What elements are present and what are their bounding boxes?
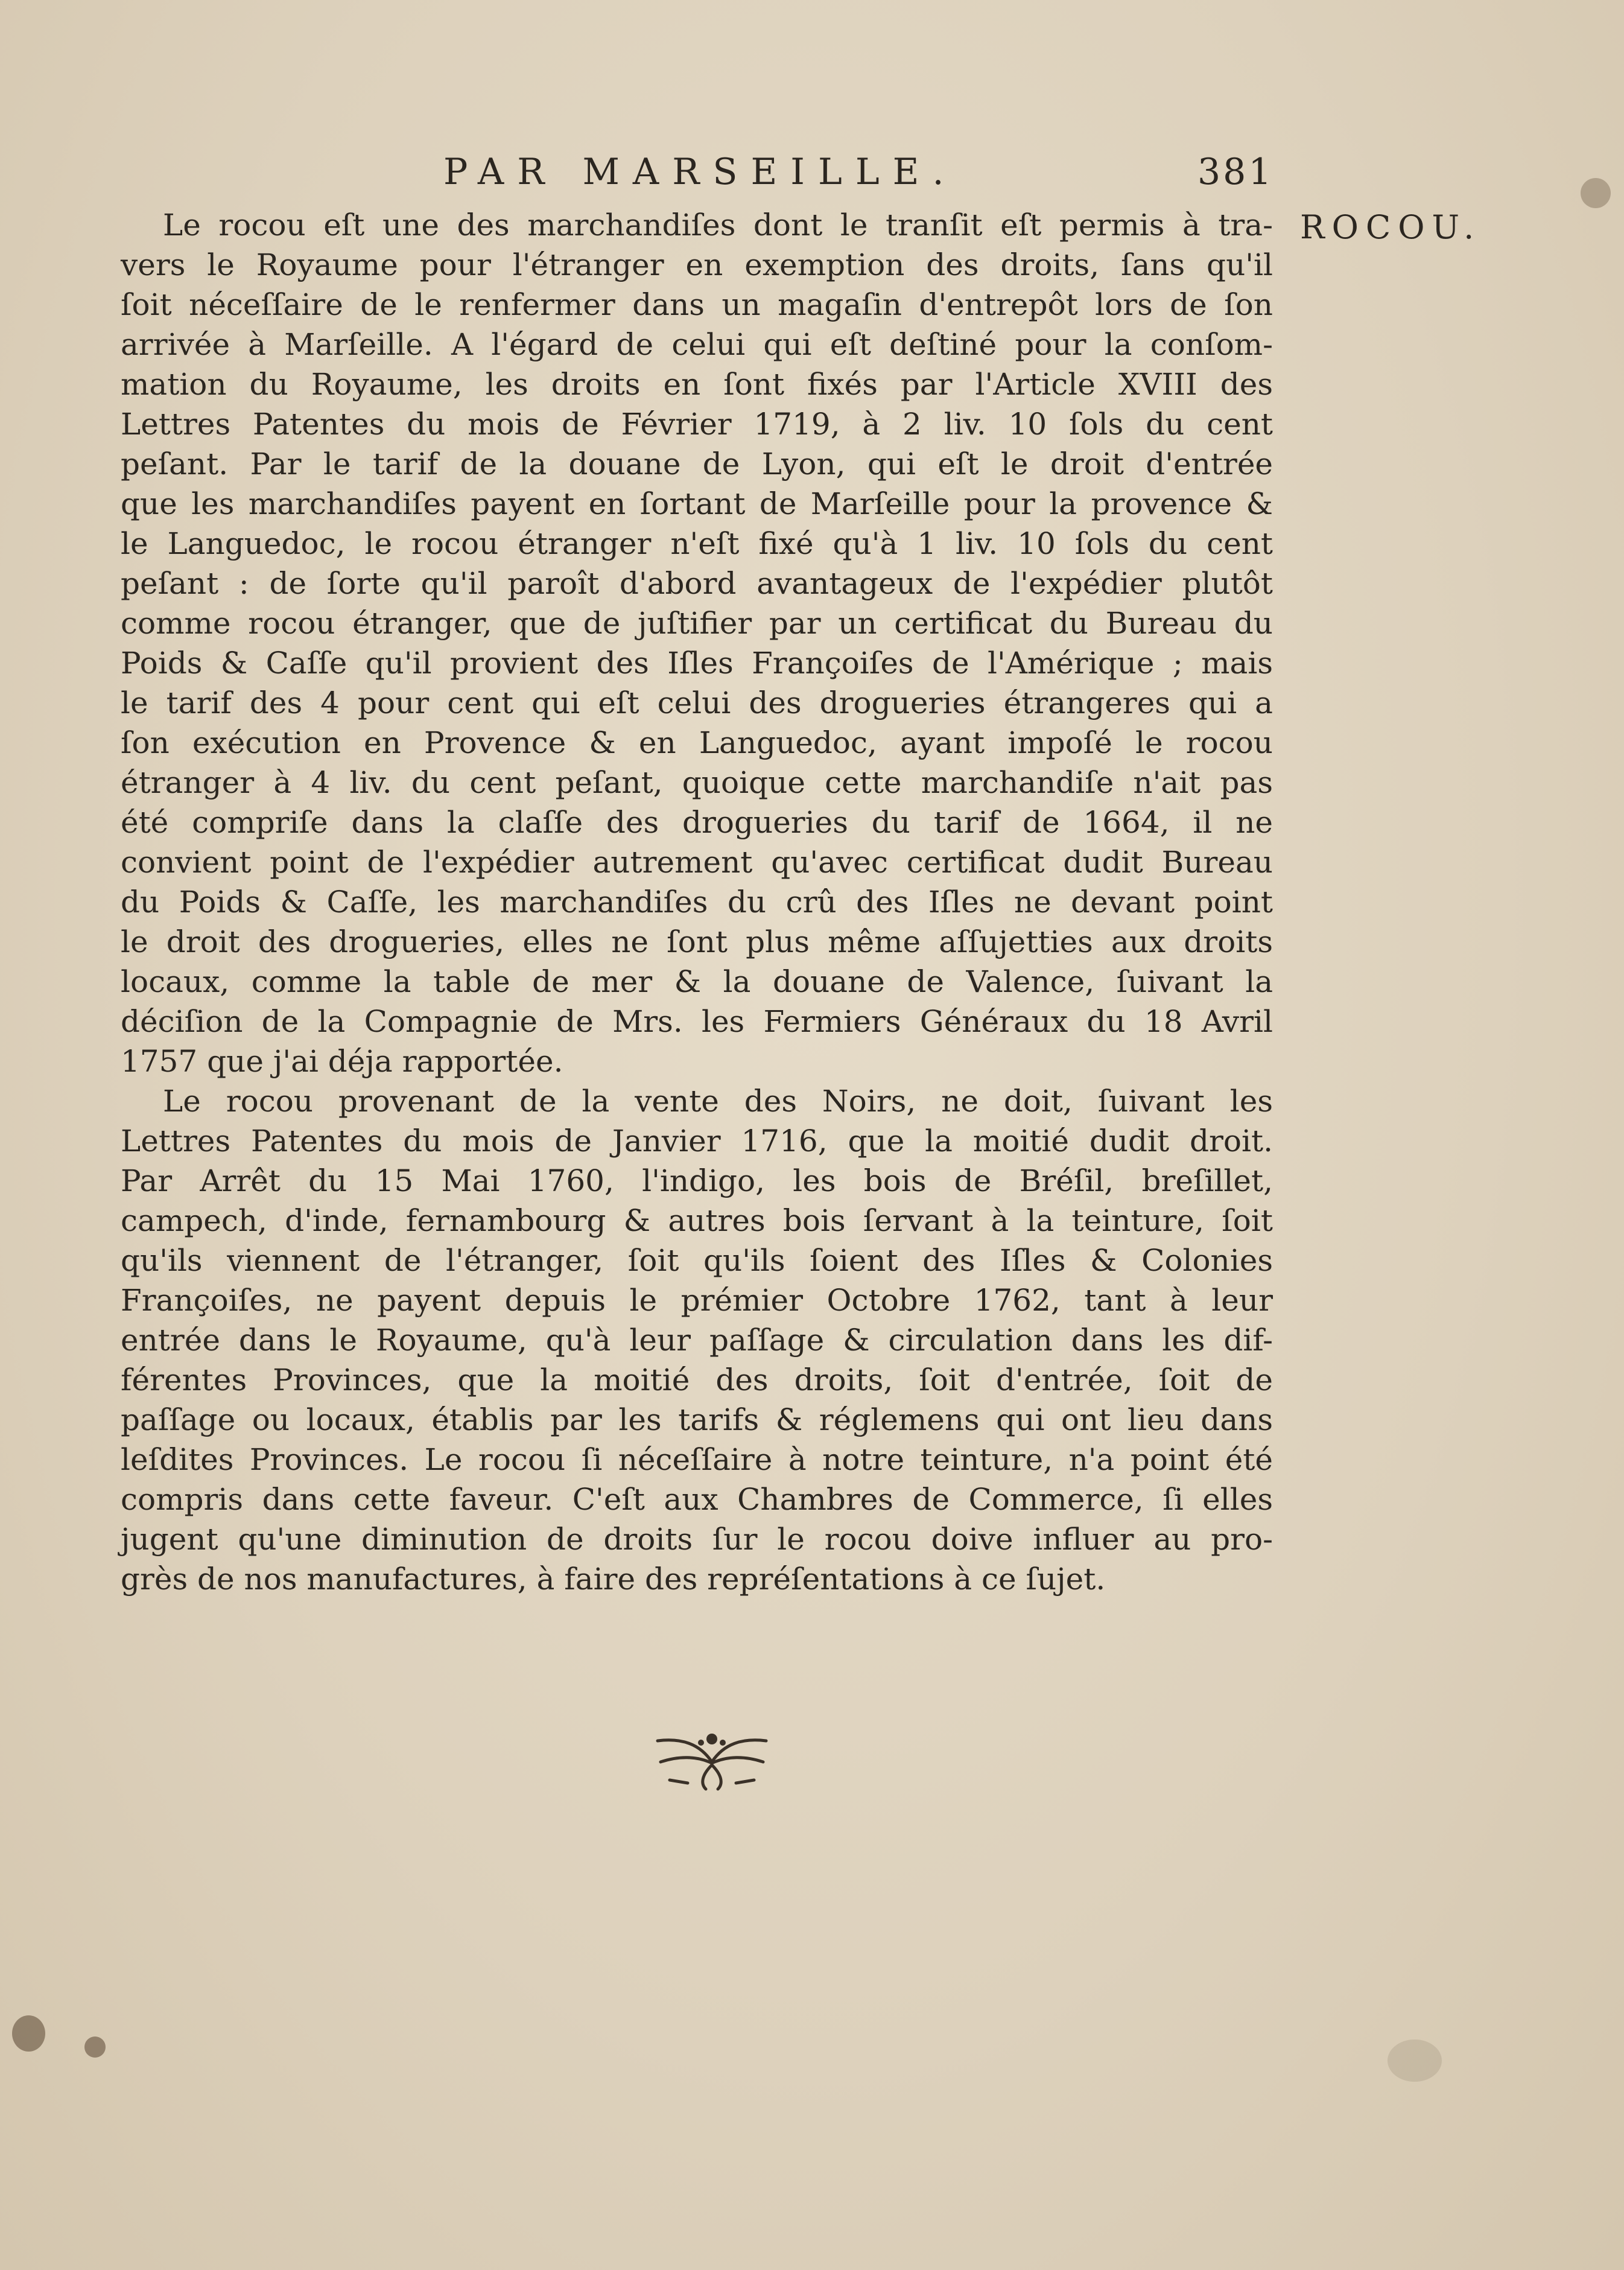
- text-line: Lettres Patentes du mois de Février 1719, à 2 liv. 10 ſols du cent: [121, 407, 1273, 442]
- text-line: que les marchandiſes payent en ſortant de Marſeille pour la provence &: [121, 486, 1273, 521]
- page-number: 381: [1197, 151, 1274, 193]
- text-line: entrée dans le Royaume, qu'à leur paſſage & circulation dans les dif-: [121, 1323, 1273, 1358]
- text-line: Le rocou eſt une des marchandiſes dont le tranſit eſt permis à tra-: [163, 208, 1273, 243]
- text-line: Françoiſes, ne payent depuis le prémier Octobre 1762, tant à leur: [121, 1283, 1273, 1318]
- text-line: mation du Royaume, les droits en ſont fixés par l'Article XVIII des: [121, 367, 1273, 402]
- text-line: compris dans cette faveur. C'eſt aux Chambres de Commerce, ſi elles: [121, 1482, 1273, 1517]
- text-line: Le rocou provenant de la vente des Noirs, ne doit, ſuivant les: [163, 1084, 1273, 1119]
- fleuron-icon: [645, 1726, 778, 1792]
- body-text: [121, 205, 1273, 1599]
- margin-note: ROCOU.: [1300, 208, 1482, 246]
- text-line: locaux, comme la table de mer & la douane de Valence, ſuivant la: [121, 964, 1273, 999]
- text-line: vers le Royaume pour l'étranger en exemption des droits, ſans qu'il: [121, 247, 1273, 282]
- text-line: comme rocou étranger, que de juſtifier par un certificat du Bureau du: [121, 606, 1273, 641]
- text-line: le droit des drogueries, elles ne ſont plus même aſſujetties aux droits: [121, 924, 1273, 959]
- text-line: peſant. Par le tarif de la douane de Lyon, qui eſt le droit d'entrée: [121, 447, 1273, 482]
- text-line: arrivée à Marſeille. A l'égard de celui qui eſt deſtiné pour la conſom-: [121, 327, 1273, 362]
- text-line: convient point de l'expédier autrement qu'avec certificat dudit Bureau: [121, 845, 1273, 880]
- text-line: jugent qu'une diminution de droits ſur le rocou doive influer au pro-: [121, 1522, 1273, 1557]
- text-line: ſoit néceſſaire de le renfermer dans un magaſin d'entrepôt lors de ſon: [121, 287, 1273, 322]
- text-line: du Poids & Caſſe, les marchandiſes du crû des Iſles ne devant point: [121, 885, 1273, 920]
- text-line: Poids & Caſſe qu'il provient des Iſles Françoiſes de l'Amérique ; mais: [121, 646, 1273, 681]
- text-line: qu'ils viennent de l'étranger, ſoit qu'ils ſoient des Iſles & Colonies: [121, 1243, 1273, 1278]
- text-line: le tarif des 4 pour cent qui eſt celui des drogueries étrangeres qui a: [121, 685, 1273, 720]
- text-line: Par Arrêt du 15 Mai 1760, l'indigo, les bois de Bréſil, breſillet,: [121, 1163, 1273, 1198]
- text-line: paſſage ou locaux, établis par les tarifs & réglemens qui ont lieu dans: [121, 1402, 1273, 1437]
- stain: [12, 2015, 45, 2052]
- text-line: ſon exécution en Provence & en Languedoc, ayant impoſé le rocou: [121, 725, 1273, 760]
- text-line: campech, d'inde, fernambourg & autres bois ſervant à la teinture, ſoit: [121, 1203, 1273, 1238]
- text-line: étranger à 4 liv. du cent peſant, quoique cette marchandiſe n'ait pas: [121, 765, 1273, 800]
- running-head: PAR MARSEILLE.: [443, 151, 957, 193]
- text-line: déciſion de la Compagnie de Mrs. les Fermiers Généraux du 18 Avril: [121, 1004, 1273, 1039]
- text-line: peſant : de ſorte qu'il paroît d'abord avantageux de l'expédier plutôt: [121, 566, 1273, 601]
- stain: [1581, 178, 1611, 208]
- text-line: leſdites Provinces. Le rocou ſi néceſſaire à notre teinture, n'a point été: [121, 1442, 1273, 1477]
- text-line: férentes Provinces, que la moitié des droits, ſoit d'entrée, ſoit de: [121, 1362, 1273, 1397]
- text-line: grès de nos manufactures, à faire des repréſentations à ce ſujet.: [121, 1562, 1106, 1597]
- stain: [84, 2036, 106, 2058]
- text-line: 1757 que j'ai déja rapportée.: [121, 1044, 563, 1079]
- stain: [1388, 2040, 1442, 2082]
- text-line: été compriſe dans la claſſe des drogueries du tarif de 1664, il ne: [121, 805, 1273, 840]
- text-line: Lettres Patentes du mois de Janvier 1716, que la moitié dudit droit.: [121, 1124, 1273, 1159]
- text-line: le Languedoc, le rocou étranger n'eſt fixé qu'à 1 liv. 10 ſols du cent: [121, 526, 1273, 561]
